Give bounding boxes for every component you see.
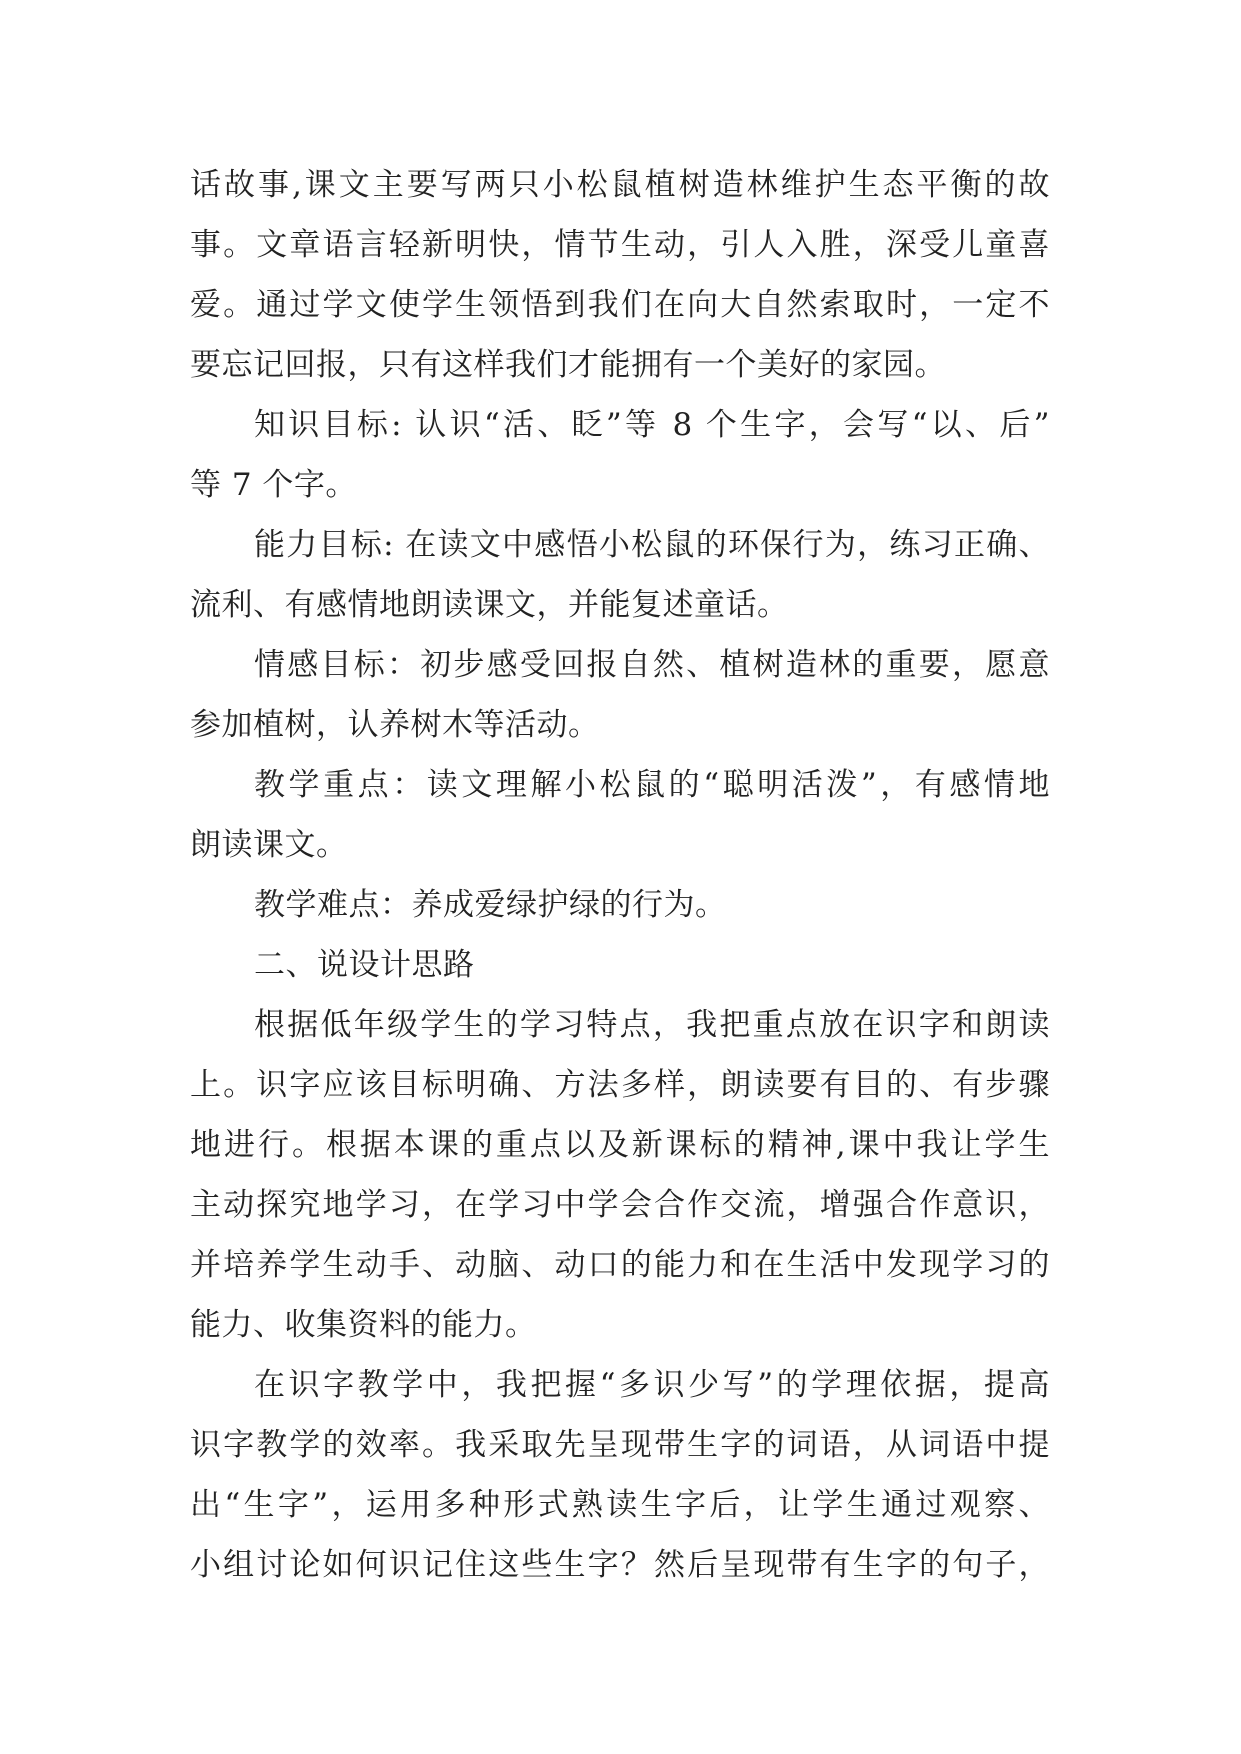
text-line: 识字教学的效率。我采取先呈现带生字的词语，从词语中提 <box>190 1427 1050 1463</box>
text-line: 要忘记回报，只有这样我们才能拥有一个美好的家园。 <box>190 347 946 383</box>
text-line: 根据低年级学生的学习特点，我把重点放在识字和朗读 <box>254 1007 1050 1043</box>
text-line: 情感目标：初步感受回报自然、植树造林的重要，愿意 <box>254 647 1050 683</box>
text-line: 地进行。根据本课的重点以及新课标的精神,课中我让学生 <box>190 1127 1050 1163</box>
text-line: 话故事,课文主要写两只小松鼠植树造林维护生态平衡的故 <box>190 167 1050 203</box>
text-line: 爱。通过学文使学生领悟到我们在向大自然索取时，一定不 <box>190 287 1050 323</box>
text-line: 能力、收集资料的能力。 <box>190 1307 537 1343</box>
text-line: 能力目标: 在读文中感悟小松鼠的环保行为，练习正确、 <box>254 527 1050 563</box>
text-line: 参加植树，认养树木等活动。 <box>190 707 600 743</box>
text-line: 并培养学生动手、动脑、动口的能力和在生活中发现学习的 <box>190 1247 1050 1283</box>
text-line: 上。识字应该目标明确、方法多样，朗读要有目的、有步骤 <box>190 1067 1050 1103</box>
text-line: 流利、有感情地朗读课文，并能复述童话。 <box>190 587 789 623</box>
text-line: 主动探究地学习，在学习中学会合作交流，增强合作意识， <box>190 1187 1050 1223</box>
text-line: 在识字教学中，我把握“多识少写”的学理依据，提高 <box>254 1367 1050 1403</box>
text-line: 小组讨论如何识记住这些生字？然后呈现带有生字的句子， <box>190 1547 1050 1583</box>
text-line: 等 7 个字。 <box>190 467 357 503</box>
text-line: 教学难点：养成爱绿护绿的行为。 <box>254 887 727 923</box>
text-line: 事。文章语言轻新明快，情节生动，引人入胜，深受儿童喜 <box>190 227 1050 263</box>
text-line: 出“生字”，运用多种形式熟读生字后，让学生通过观察、 <box>190 1487 1050 1523</box>
text-line: 教学重点：读文理解小松鼠的“聪明活泼”，有感情地 <box>254 767 1050 803</box>
text-line: 知识目标: 认识“活、眨”等 8 个生字，会写“以、后” <box>254 407 1050 443</box>
text-line: 朗读课文。 <box>190 827 348 863</box>
document-body <box>190 155 1050 1595</box>
section-heading: 二、说设计思路 <box>254 947 475 983</box>
